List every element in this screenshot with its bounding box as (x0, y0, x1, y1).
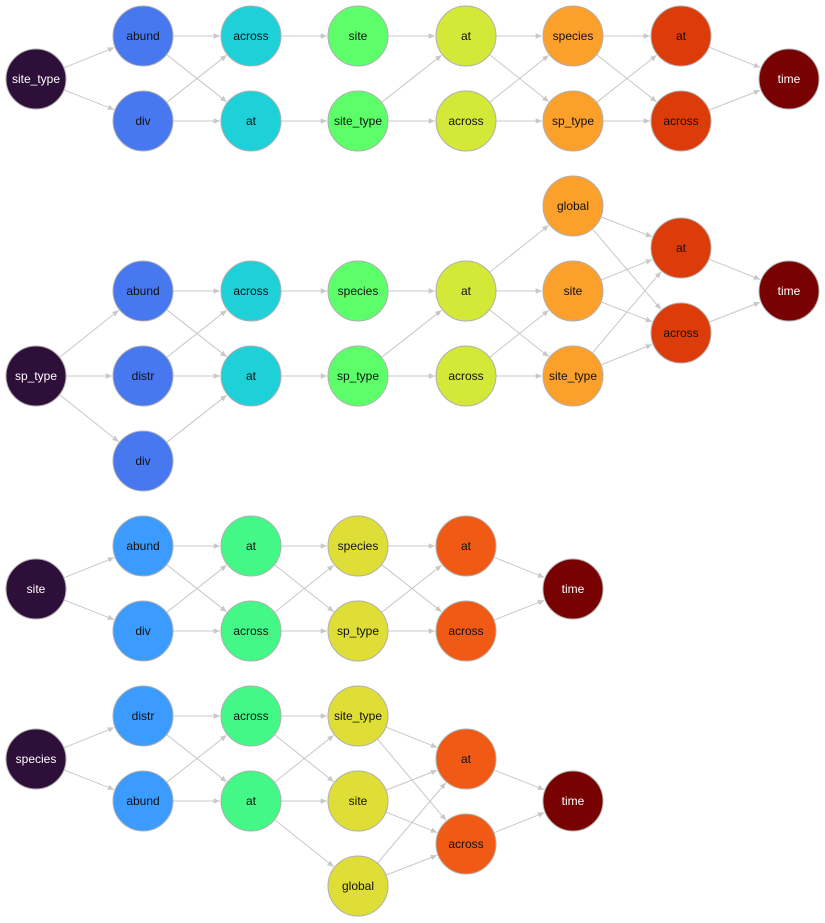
edge-site-to-at2 (386, 770, 437, 790)
edge-at2-to-global (489, 225, 548, 272)
node-species (328, 516, 388, 576)
edge-global-to-at3 (601, 217, 652, 237)
node-distr (113, 346, 173, 406)
node-label: time (561, 794, 585, 808)
node-at1 (221, 91, 281, 151)
edge-site_type2-to-at2 (382, 55, 442, 102)
node-species (543, 6, 603, 66)
node-label: species (337, 284, 379, 298)
node-sp_type (543, 91, 603, 151)
node-label: time (777, 72, 801, 86)
node-distr (113, 686, 173, 746)
node-label: at (675, 29, 687, 43)
node-site_type (543, 346, 603, 406)
node-label: at (245, 369, 257, 383)
node-label: across (448, 369, 484, 383)
edge-site-to-at3 (601, 259, 652, 279)
node-label: species (552, 29, 594, 43)
edge-across2-to-time (494, 813, 544, 833)
node-root (6, 559, 66, 619)
node-abund (113, 771, 173, 831)
node-time (759, 49, 819, 109)
node-label: at (460, 29, 472, 43)
node-label: at (460, 752, 472, 766)
node-at3 (651, 6, 711, 66)
node-abund (113, 516, 173, 576)
node-label: at (245, 114, 257, 128)
node-root (6, 49, 66, 109)
node-label: sp_type (336, 624, 380, 638)
edge-root-to-abund (59, 310, 118, 357)
node-label: abund (126, 794, 160, 808)
node-across1 (221, 601, 281, 661)
node-time (543, 559, 603, 619)
node-label: div (135, 454, 151, 468)
node-across3 (651, 303, 711, 363)
node-label: at (460, 284, 472, 298)
edge-root-to-distr (64, 728, 114, 748)
edge-root-to-div (59, 395, 118, 442)
edge-at2-to-time (494, 557, 544, 577)
node-species (328, 261, 388, 321)
node-label: species (337, 539, 379, 553)
node-site (328, 6, 388, 66)
node-at2 (436, 729, 496, 789)
edge-site_type-to-across3 (601, 344, 652, 364)
node-label: across (233, 709, 269, 723)
node-label: site (348, 29, 368, 43)
node-label: sp_type (551, 114, 595, 128)
edge-site_type-to-at2 (386, 727, 437, 747)
node-at1 (221, 346, 281, 406)
node-label: site (26, 582, 46, 596)
edge-at3-to-time (709, 47, 760, 67)
node-label: site_type (333, 709, 383, 723)
edge-div-to-at1 (167, 395, 227, 442)
node-label: site (563, 284, 583, 298)
edge-root-to-div (64, 90, 114, 110)
node-label: across (448, 837, 484, 851)
node-label: global (556, 199, 590, 213)
node-label: abund (126, 29, 160, 43)
node-time (543, 771, 603, 831)
node-across2 (436, 814, 496, 874)
node-label: distr (131, 709, 155, 723)
node-label: at (675, 241, 687, 255)
node-label: abund (126, 539, 160, 553)
edge-root-to-abund (64, 770, 114, 790)
edge-at1-to-global (274, 820, 333, 867)
node-label: across (233, 284, 269, 298)
node-label: time (561, 582, 585, 596)
edge-root-to-abund (64, 48, 114, 68)
edge-across2-to-time (494, 600, 544, 620)
node-label: species (15, 752, 57, 766)
node-at2 (436, 6, 496, 66)
node-abund (113, 6, 173, 66)
node-label: site_type (333, 114, 383, 128)
node-label: across (448, 114, 484, 128)
node-div (113, 601, 173, 661)
node-across1 (221, 261, 281, 321)
node-across2 (436, 91, 496, 151)
node-label: sp_type (336, 369, 380, 383)
node-at1 (221, 516, 281, 576)
node-label: site_type (11, 72, 61, 86)
node-label: across (233, 624, 269, 638)
node-global (328, 856, 388, 916)
node-time (759, 261, 819, 321)
node-label: site_type (548, 369, 598, 383)
node-root (6, 346, 66, 406)
node-site (543, 261, 603, 321)
node-div (113, 91, 173, 151)
node-across3 (651, 91, 711, 151)
node-label: distr (131, 369, 155, 383)
node-at2 (436, 261, 496, 321)
edge-global-to-across2 (386, 855, 437, 875)
node-label: across (233, 29, 269, 43)
node-label: at (245, 794, 257, 808)
node-label: across (448, 624, 484, 638)
node-across2 (436, 601, 496, 661)
node-sp_type2 (328, 346, 388, 406)
node-global (543, 176, 603, 236)
node-site_type (328, 686, 388, 746)
edge-root-to-div (64, 600, 114, 620)
node-div (113, 431, 173, 491)
node-at2 (436, 516, 496, 576)
node-label: at (460, 539, 472, 553)
node-abund (113, 261, 173, 321)
node-label: div (135, 114, 151, 128)
node-at1 (221, 771, 281, 831)
node-root (6, 729, 66, 789)
node-across1 (221, 686, 281, 746)
node-at3 (651, 218, 711, 278)
edge-at3-to-time (709, 259, 760, 279)
node-label: at (245, 539, 257, 553)
node-label: site (348, 794, 368, 808)
node-site_type2 (328, 91, 388, 151)
node-label: across (663, 326, 699, 340)
node-label: div (135, 624, 151, 638)
node-label: across (663, 114, 699, 128)
edge-sp_type2-to-at2 (382, 310, 442, 357)
edge-at2-to-time (494, 770, 544, 790)
edge-across3-to-time (709, 90, 760, 110)
node-across1 (221, 6, 281, 66)
node-across2 (436, 346, 496, 406)
node-site (328, 771, 388, 831)
edge-root-to-abund (64, 558, 114, 578)
node-label: sp_type (14, 369, 58, 383)
node-label: global (341, 879, 375, 893)
node-label: abund (126, 284, 160, 298)
edge-across3-to-time (709, 302, 760, 322)
node-sp_type (328, 601, 388, 661)
node-label: time (777, 284, 801, 298)
